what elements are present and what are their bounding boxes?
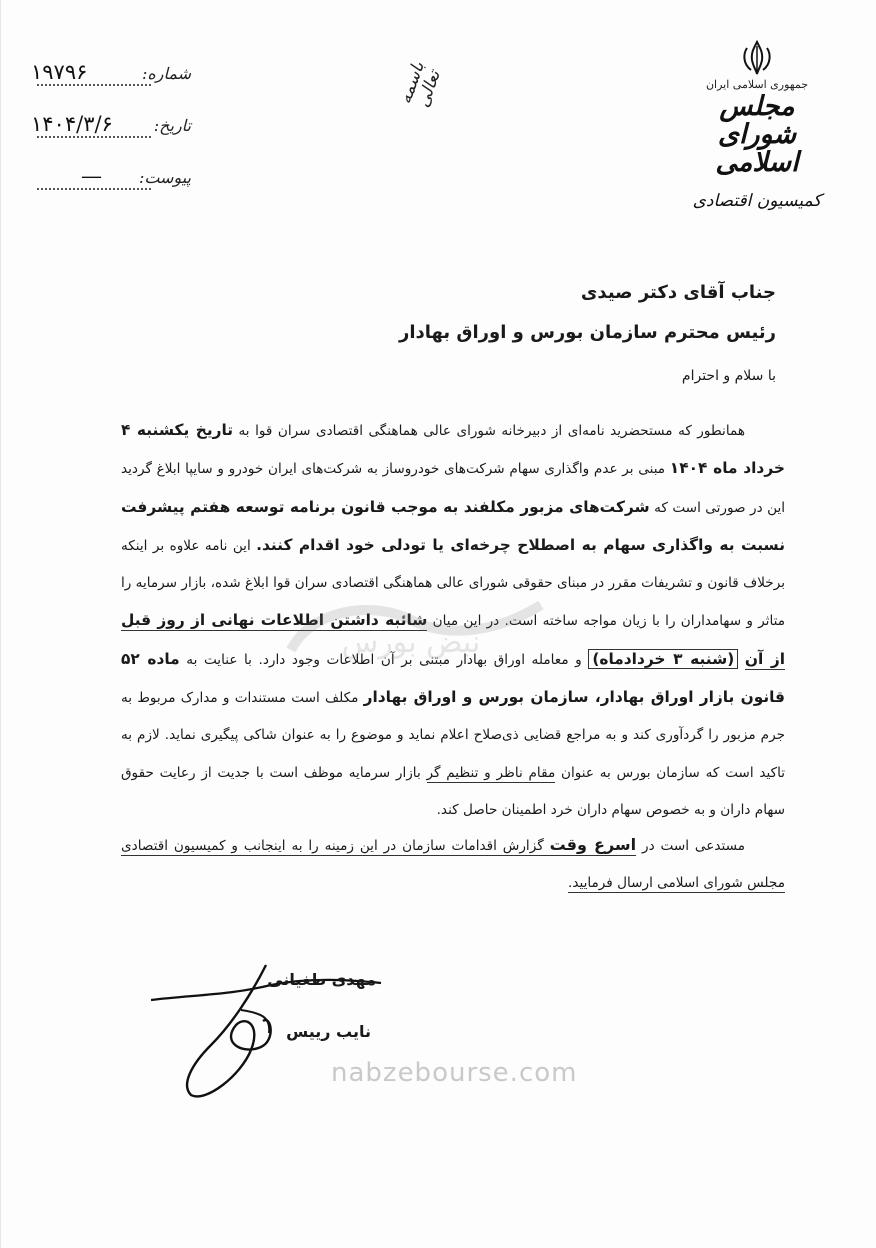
meta-attachment-row [31, 166, 191, 218]
body-text: مکلف است مستندات و مدارک مربوط به جرم مزبور را گردآوری کند و به مراجع قضایی ذی‌صلاح اعلام نماید و موضوع را به عنوان شاکی پیگیری نماید. لازم به تاکید است که سازمان بورس به عنوان [121, 690, 785, 781]
watermark-brand: نبض بورس [341, 625, 481, 660]
body-text: مستدعی است در [636, 838, 746, 854]
body-boxed-date: (شنبه ۳ خردادماه) [588, 649, 738, 669]
addressee-title: رئیس محترم سازمان بورس و اوراق بهادار [398, 322, 776, 343]
body-emphasis-insider-info: شائبه داشتن اطلاعات نهانی از روز قبل از آن [121, 611, 786, 668]
body-underlined-request: گزارش اقدامات سازمان در این زمینه را به اینجانب و کمیسیون اقتصادی مجلس شورای اسلامی ارسال فرمایید. [121, 838, 785, 891]
greeting: با سلام و احترام [681, 368, 776, 384]
commission-name: کمیسیون اقتصادی [692, 191, 822, 211]
meta-dots [37, 136, 151, 138]
emblem-title: مجلس شورای اسلامی [715, 91, 799, 178]
attachment-value: — [81, 164, 103, 188]
meta-dots [37, 188, 151, 190]
letter-body-paragraph-2 [121, 826, 785, 902]
date-label: تاریخ: [153, 116, 191, 135]
body-text: این نامه علاوه بر اینکه برخلاف قانون و تشریفات مقرر در مبنای حقوقی شورای عالی هماهنگی اقتصادی سران قوا ابلاغ شده، بازار سرمایه را متاثر و سهامداران را با زیان مواجه ساخته است. در این میان [121, 537, 785, 630]
body-text: و معامله اوراق بهادار مبتنی بر آن اطلاعات وجود دارد. با عنایت به [179, 651, 589, 668]
letterhead-emblem [682, 40, 832, 220]
meta-number-row [31, 62, 191, 114]
emblem-country: جمهوری اسلامی ایران [705, 78, 809, 91]
number-label: شماره: [141, 64, 191, 83]
body-emphasis-asap: اسرع وقت [549, 835, 637, 854]
body-emphasis-obligation: شرکت‌های مزبور مکلفند به موجب قانون برنامه توسعه هفتم پیشرفت نسبت به واگذاری سهام به اصطلاح چرخه‌ای یا تودلی خود اقدام کنند. [121, 497, 785, 554]
signatory-name: مهدی طغیانی [267, 970, 376, 989]
body-text: بازار سرمایه موظف است با جدیت از رعایت حقوق سهام داران و به خصوص سهام داران خرد اطمینان حاصل کند. [121, 764, 785, 818]
body-emphasis-date: تاریخ یکشنبه ۴ خرداد ماه ۱۴۰۴ [121, 421, 785, 478]
iran-emblem-icon [737, 40, 777, 76]
meta-dots [37, 84, 151, 86]
date-value: ۱۴۰۴/۳/۶ [31, 112, 113, 136]
signatory-title: نایب رییس [286, 1022, 371, 1041]
body-text: مبنی بر عدم واگذاری سهام شرکت‌های خودروساز به شرکت‌های ایران خودرو و سایپا ابلاغ گردید این در صورتی است که [121, 461, 785, 516]
number-value: ۱۹۷۹۶ [31, 60, 88, 84]
addressee-name: جناب آقای دکتر صیدی [580, 282, 776, 303]
letter-meta [31, 62, 191, 218]
watermark-logo [251, 590, 571, 670]
body-text: همانطور که مستحضرید نامه‌ای از دبیرخانه شورای عالی هماهنگی اقتصادی سران قوا به [233, 423, 745, 439]
attachment-label: پیوست: [138, 168, 191, 187]
meta-date-row [31, 114, 191, 166]
watermark-url: nabzebourse.com [331, 1058, 578, 1088]
body-emphasis-article: ماده ۵۲ قانون بازار اوراق بهادار، سازمان بورس و اوراق بهادار [121, 649, 786, 707]
body-underlined-regulator: مقام ناظر و تنظیم گر [426, 764, 556, 781]
bismillah-calligraphy: باسمه تعالی [395, 59, 445, 111]
